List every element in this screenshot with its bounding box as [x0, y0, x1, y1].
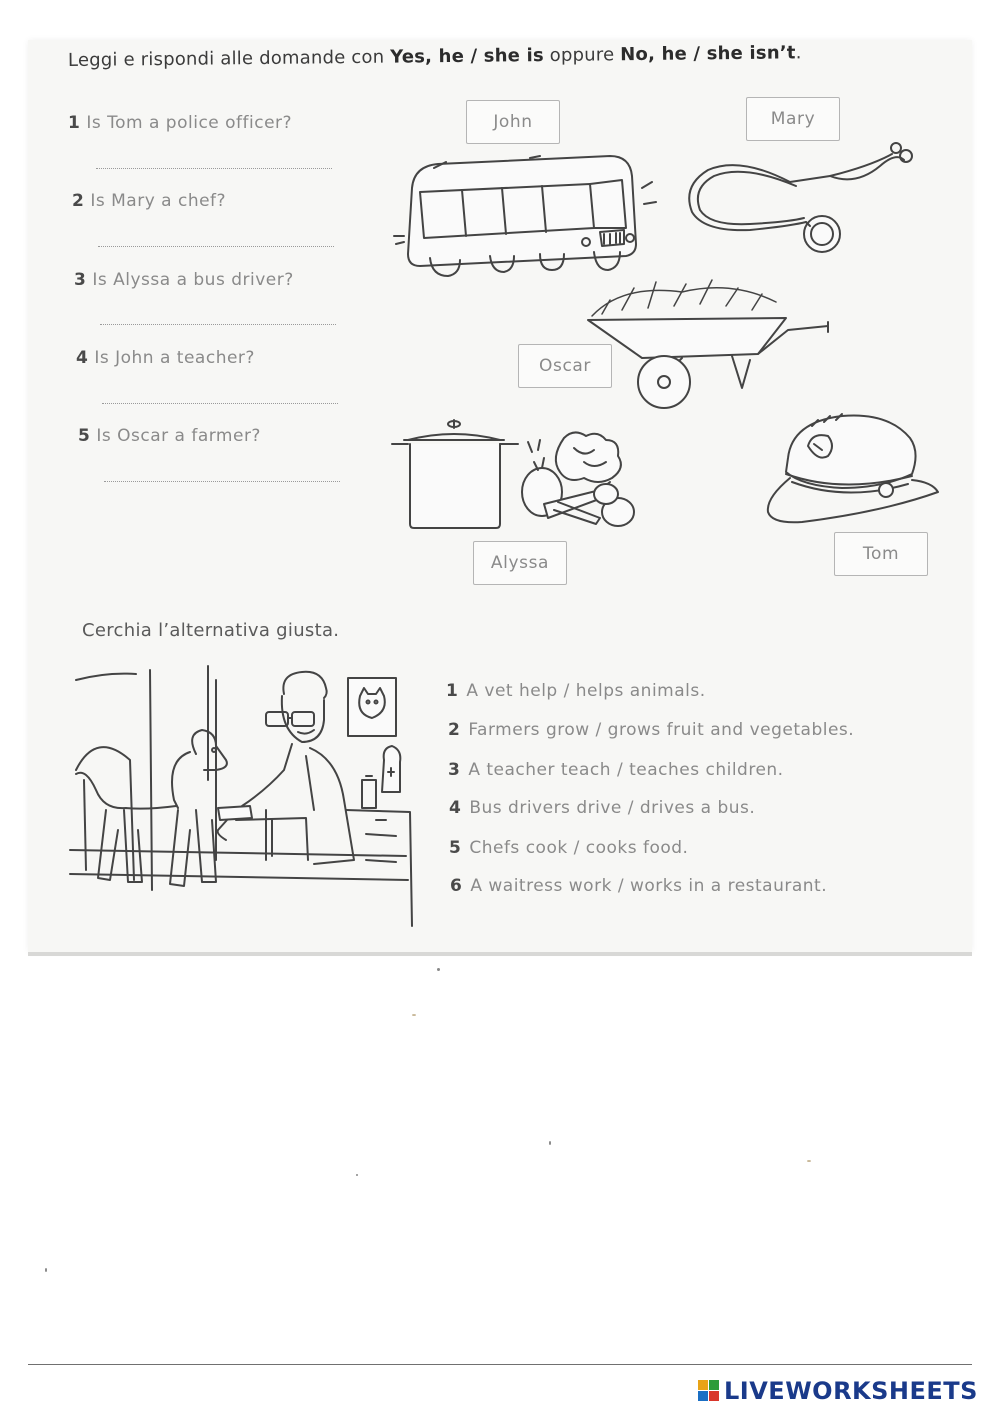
sentence-text[interactable]: Farmers grow / grows fruit and vegetables.: [468, 720, 855, 740]
question-text: Is Mary a chef?: [90, 191, 227, 211]
bus-illustration: [390, 148, 660, 288]
question-number: 1: [68, 113, 81, 133]
sentence-number: 4: [449, 798, 462, 818]
scan-speck: [807, 1160, 811, 1162]
question-2: [72, 191, 226, 211]
answer-line-3[interactable]: [100, 324, 336, 325]
sentence-3: [448, 760, 784, 780]
question-number: 5: [78, 426, 91, 446]
stethoscope-illustration: [680, 126, 920, 256]
question-number: 4: [76, 348, 89, 368]
question-5: [78, 426, 261, 446]
wheelbarrow-illustration: [582, 270, 832, 416]
name-label-tom: [834, 532, 928, 576]
sentence-4: [449, 798, 755, 818]
scan-speck: [356, 1174, 358, 1176]
scan-speck: [437, 968, 440, 971]
page-edge: [28, 952, 972, 956]
name-text: Oscar: [539, 356, 591, 376]
instruction-bottom: Cerchia l’alternativa giusta.: [82, 620, 340, 641]
scan-speck: [412, 1014, 416, 1016]
sentence-number: 3: [448, 760, 461, 780]
name-text: Tom: [862, 544, 900, 564]
liveworksheets-logo-icon: [698, 1380, 720, 1402]
scan-speck: [549, 1141, 551, 1145]
question-number: 3: [74, 270, 87, 290]
answer-line-2[interactable]: [98, 246, 334, 247]
cooking-pot-illustration: [384, 416, 524, 532]
instruction-bold-yes: Yes, he / she is: [390, 45, 544, 68]
question-3: [74, 270, 294, 290]
answer-line-1[interactable]: [96, 168, 332, 169]
question-number: 2: [72, 191, 85, 211]
question-text: Is John a teacher?: [94, 348, 255, 368]
question-1: [68, 113, 292, 133]
name-label-john: [466, 100, 560, 144]
question-4: [76, 348, 255, 368]
instruction-suffix: .: [795, 42, 802, 64]
footer-divider: [28, 1364, 972, 1365]
answer-line-4[interactable]: [102, 403, 338, 404]
sentence-6: [450, 876, 827, 896]
name-text: Alyssa: [490, 553, 550, 573]
sentence-text[interactable]: A vet help / helps animals.: [466, 681, 706, 701]
question-text: Is Alyssa a bus driver?: [92, 270, 294, 290]
sentence-number: 6: [450, 876, 463, 896]
name-text: John: [493, 112, 533, 132]
instruction-prefix: Leggi e rispondi alle domande con: [67, 46, 391, 71]
sentence-text[interactable]: A teacher teach / teaches children.: [468, 760, 784, 780]
scan-speck: [45, 1268, 47, 1272]
vegetables-illustration: [514, 428, 644, 532]
sentence-number: 1: [446, 681, 459, 701]
instruction-bold-no: No, he / she isn’t: [620, 42, 796, 66]
police-hat-illustration: [762, 408, 942, 532]
sentence-number: 2: [448, 720, 461, 740]
liveworksheets-logo[interactable]: [698, 1376, 978, 1406]
liveworksheets-logo-text: LIVEWORKSHEETS: [724, 1377, 978, 1405]
sentence-text[interactable]: Chefs cook / cooks food.: [469, 838, 689, 858]
question-text: Is Oscar a farmer?: [96, 426, 261, 446]
sentence-text[interactable]: A waitress work / works in a restaurant.: [470, 876, 828, 896]
name-label-alyssa: [473, 541, 567, 585]
sentence-1: [446, 681, 706, 701]
sentence-number: 5: [449, 838, 462, 858]
vet-scene-illustration: [66, 660, 416, 928]
name-text: Mary: [770, 109, 816, 129]
sentence-2: [448, 720, 854, 740]
sentence-5: [449, 838, 688, 858]
sentence-text[interactable]: Bus drivers drive / drives a bus.: [469, 798, 756, 818]
instruction-middle: oppure: [543, 44, 621, 67]
question-text: Is Tom a police officer?: [86, 113, 293, 133]
answer-line-5[interactable]: [104, 481, 340, 482]
